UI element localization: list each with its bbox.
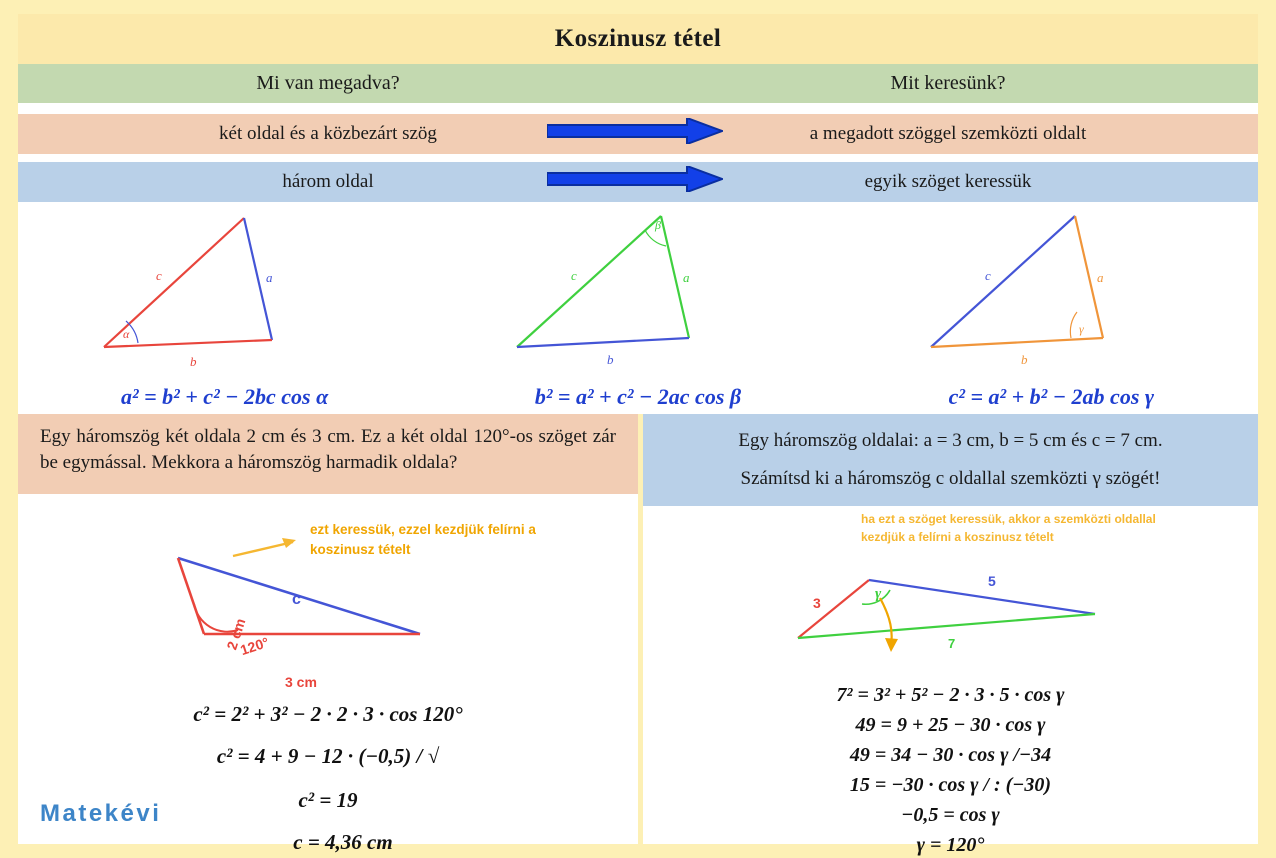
triangles-band [18,202,1258,414]
formula-alpha: a² = b² + c² − 2bc cos α [121,384,329,409]
triangle-cell-alpha [18,202,431,414]
svg-text:5: 5 [988,573,996,589]
case-1-given-cell [18,114,638,154]
svg-text:γ: γ [875,586,882,602]
title-bar [18,14,1258,64]
svg-text:3: 3 [813,595,821,611]
problem-left-step-2: c² = 4 + 9 − 12 · (−0,5) / √ [216,744,440,768]
svg-text:a: a [266,270,273,285]
problem-left-step-3: c² = 19 [298,788,358,812]
problem-right-text-line2: Számítsd ki a háromszög c oldallal szemközti γ szögét! [740,468,1161,490]
svg-text:a: a [683,270,690,285]
svg-text:b: b [607,352,614,367]
svg-text:β: β [655,218,662,232]
case-2-find-text: egyik szöget keressük [864,171,1032,192]
slide-board [18,14,1258,856]
case-2-given-cell [18,162,638,202]
triangle-alpha-diagram [18,202,431,377]
case-1-find-text: a megadott szöggel szemközti oldalt [809,123,1087,144]
page-title: Koszinusz tétel [554,25,722,52]
svg-text:c: c [984,268,991,283]
triangle-gamma-diagram [845,202,1258,377]
svg-text:c: c [571,268,578,283]
triangle-cell-gamma [845,202,1258,414]
problem-right-note: ha ezt a szöget keressük, akkor a szemközti oldallal kezdjük a felírni a koszinusz tételt [861,512,1156,544]
header-given-label: Mi van megadva? [256,72,400,94]
case-2-given-text: három oldal [282,171,374,192]
problem-left-side-a-label: 2 cm [223,616,249,652]
formula-beta: b² = a² + c² − 2ac cos β [534,384,742,409]
triangle-beta-diagram [431,202,844,377]
problem-right-step-5: −0,5 = cos γ [901,804,1000,826]
problem-left-box [18,414,638,494]
svg-text:b: b [1020,352,1028,367]
formula-gamma: c² = a² + b² − 2ab cos γ [948,384,1155,409]
svg-text:γ: γ [1078,322,1084,336]
problem-right-step-2: 49 = 9 + 25 − 30 · cos γ [855,714,1046,736]
case-row-1 [18,114,1258,154]
problem-left-step-1: c² = 2² + 3² − 2 · 2 · 3 · cos 120° [193,702,463,726]
problem-right-step-3: 49 = 34 − 30 · cos γ /−34 [849,744,1052,766]
svg-text:α: α [123,327,130,341]
brand-label: Matekévi [40,800,162,827]
problem-right-text-line1: Egy háromszög oldalai: a = 3 cm, b = 5 cm és c = 7 cm. [738,430,1163,451]
case-1-given-text: két oldal és a közbezárt szög [219,123,437,144]
svg-text:b: b [190,354,197,369]
problem-right-step-1: 7² = 3² + 5² − 2 · 3 · 5 · cos γ [836,684,1065,706]
header-find-label: Mit keresünk? [890,72,1006,94]
case-1-find-cell [638,114,1258,154]
problem-left-side-b-label: 3 cm [285,674,317,690]
problem-left-side-c-label: c [292,591,301,608]
problem-left-step-4: c = 4,36 cm [293,830,393,854]
problem-left-note: ezt keressük, ezzel kezdjük felírni a koszinusz tételt [310,522,536,557]
problem-right-step-6: γ = 120° [916,834,985,856]
triangle-cell-beta [431,202,844,414]
svg-text:c: c [156,268,162,283]
header-given-cell [18,64,638,103]
work-area-left [18,494,638,854]
problem-right-step-4: 15 = −30 · cos γ / : (−30) [849,774,1052,796]
svg-text:7: 7 [948,636,956,651]
case-2-find-cell [638,162,1258,202]
header-find-cell [638,64,1258,103]
problem-left-angle-label: 120° [238,633,271,659]
problem-right-box [643,414,1258,506]
work-area-right [643,506,1258,856]
header-row [18,64,1258,103]
svg-text:a: a [1096,270,1104,285]
case-row-2 [18,162,1258,202]
problem-left-text: Egy háromszög két oldala 2 cm és 3 cm. Ez a két oldal 120°-os szöget zár be egymással. Mekkora a háromszög harmadik oldala? [40,426,616,474]
